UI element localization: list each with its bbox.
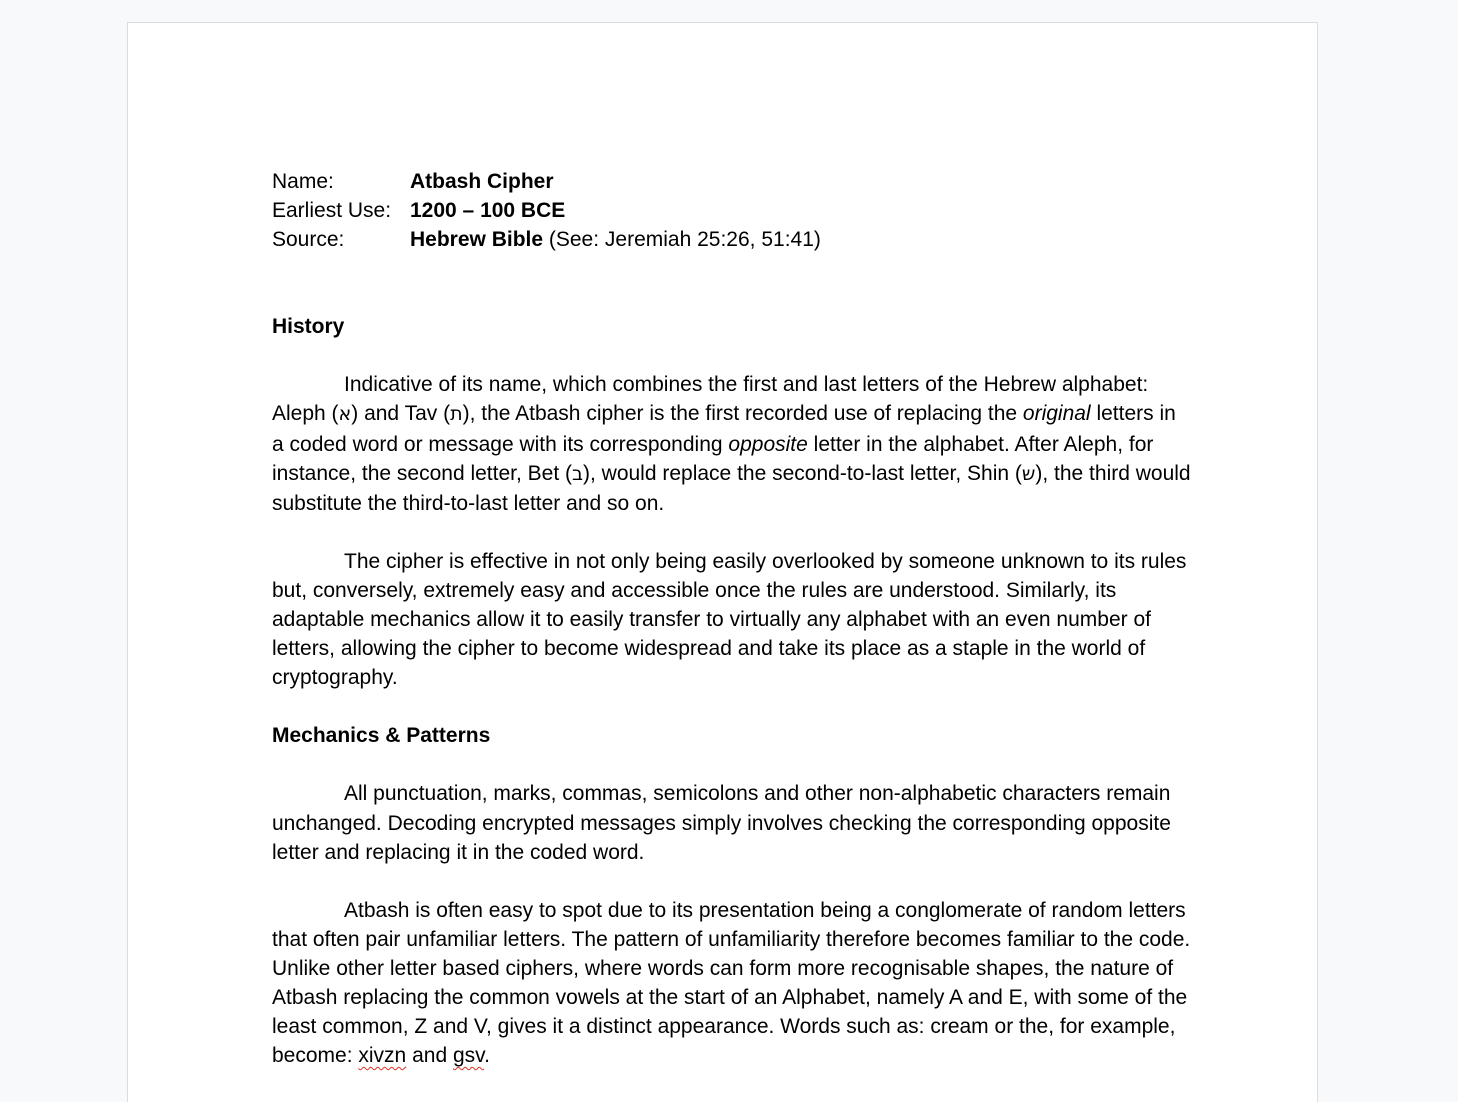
- meta-earliest-row: [272, 196, 1192, 225]
- bet-letter: ב: [572, 462, 583, 485]
- history-paragraph-2: The cipher is effective in not only being easily overlooked by someone unknown to its rules but, conversely, extremely easy and accessible once the rules are understood. Similarly, its adaptable mechanics allow it to easily transfer to virtually any alphabet with an even number of letters, allowing the cipher to become widespread and take its place as a staple in the world of cryptography.: [272, 549, 1187, 690]
- spacer: [272, 750, 1192, 779]
- italic-original: original: [1022, 402, 1091, 426]
- mechanics-heading: Mechanics & Patterns: [272, 724, 491, 748]
- aleph-letter: א: [338, 403, 352, 426]
- spacer: [272, 692, 1192, 721]
- meta-name-row: [272, 167, 1192, 196]
- mechanics-paragraph-2: Atbash is often easy to spot due to its presentation being a conglomerate of random letters that often pair unfamiliar letters. The pattern of unfamiliarity therefore becomes familiar to the code. Unlike other letter based ciphers, where words can form more recognisable shapes, the nature of Atbash replacing the common vowels at the start of an Alphabet, namely A and E, with some of the least common, Z and V, gives it a distinct appearance. Words such as: cream or the, for example, become: xivzn and gsv.: [272, 898, 1191, 1068]
- spellcheck-word-xivzn[interactable]: xivzn: [358, 1044, 407, 1068]
- earliest-use-value: 1200 – 100 BCE: [410, 199, 566, 223]
- source-note: (See: Jeremiah 25:26, 51:41): [543, 228, 821, 252]
- italic-opposite: opposite: [728, 432, 808, 456]
- spacer: [272, 518, 1192, 547]
- name-value: Atbash Cipher: [410, 170, 554, 193]
- spacer: [272, 254, 1192, 312]
- spellcheck-word-gsv[interactable]: gsv: [452, 1044, 485, 1068]
- document-page[interactable]: [127, 22, 1318, 1102]
- source-label: Source:: [272, 228, 345, 252]
- spacer: [272, 341, 1192, 370]
- history-paragraph-1: Indicative of its name, which combines the first and last letters of the Hebrew alphabet: Aleph (א) and Tav (ת), the Atbash cipher is the first recorded use of replacing the original letters in a coded word or message with its corresponding opposite letter in the alphabet. After Aleph, for instance, the second letter, Bet (ב), would replace the second-to-last letter, Shin (ש), the third would substitute the third-to-last letter and so on.: [272, 373, 1191, 515]
- tav-letter: ת: [450, 403, 463, 426]
- mechanics-paragraph-1: All punctuation, marks, commas, semicolons and other non-alphabetic characters remain unchanged. Decoding encrypted messages simply involves checking the corresponding opposite letter and replacing it in the coded word.: [272, 782, 1171, 864]
- meta-source-row: [272, 225, 1192, 254]
- name-label: Name:: [272, 170, 334, 193]
- earliest-use-label: Earliest Use:: [272, 199, 392, 223]
- spacer: [272, 867, 1192, 896]
- document-body[interactable]: [272, 167, 1192, 1070]
- shin-letter: ש: [1021, 462, 1036, 485]
- history-heading: History: [272, 315, 345, 339]
- source-value: Hebrew Bible: [410, 228, 544, 252]
